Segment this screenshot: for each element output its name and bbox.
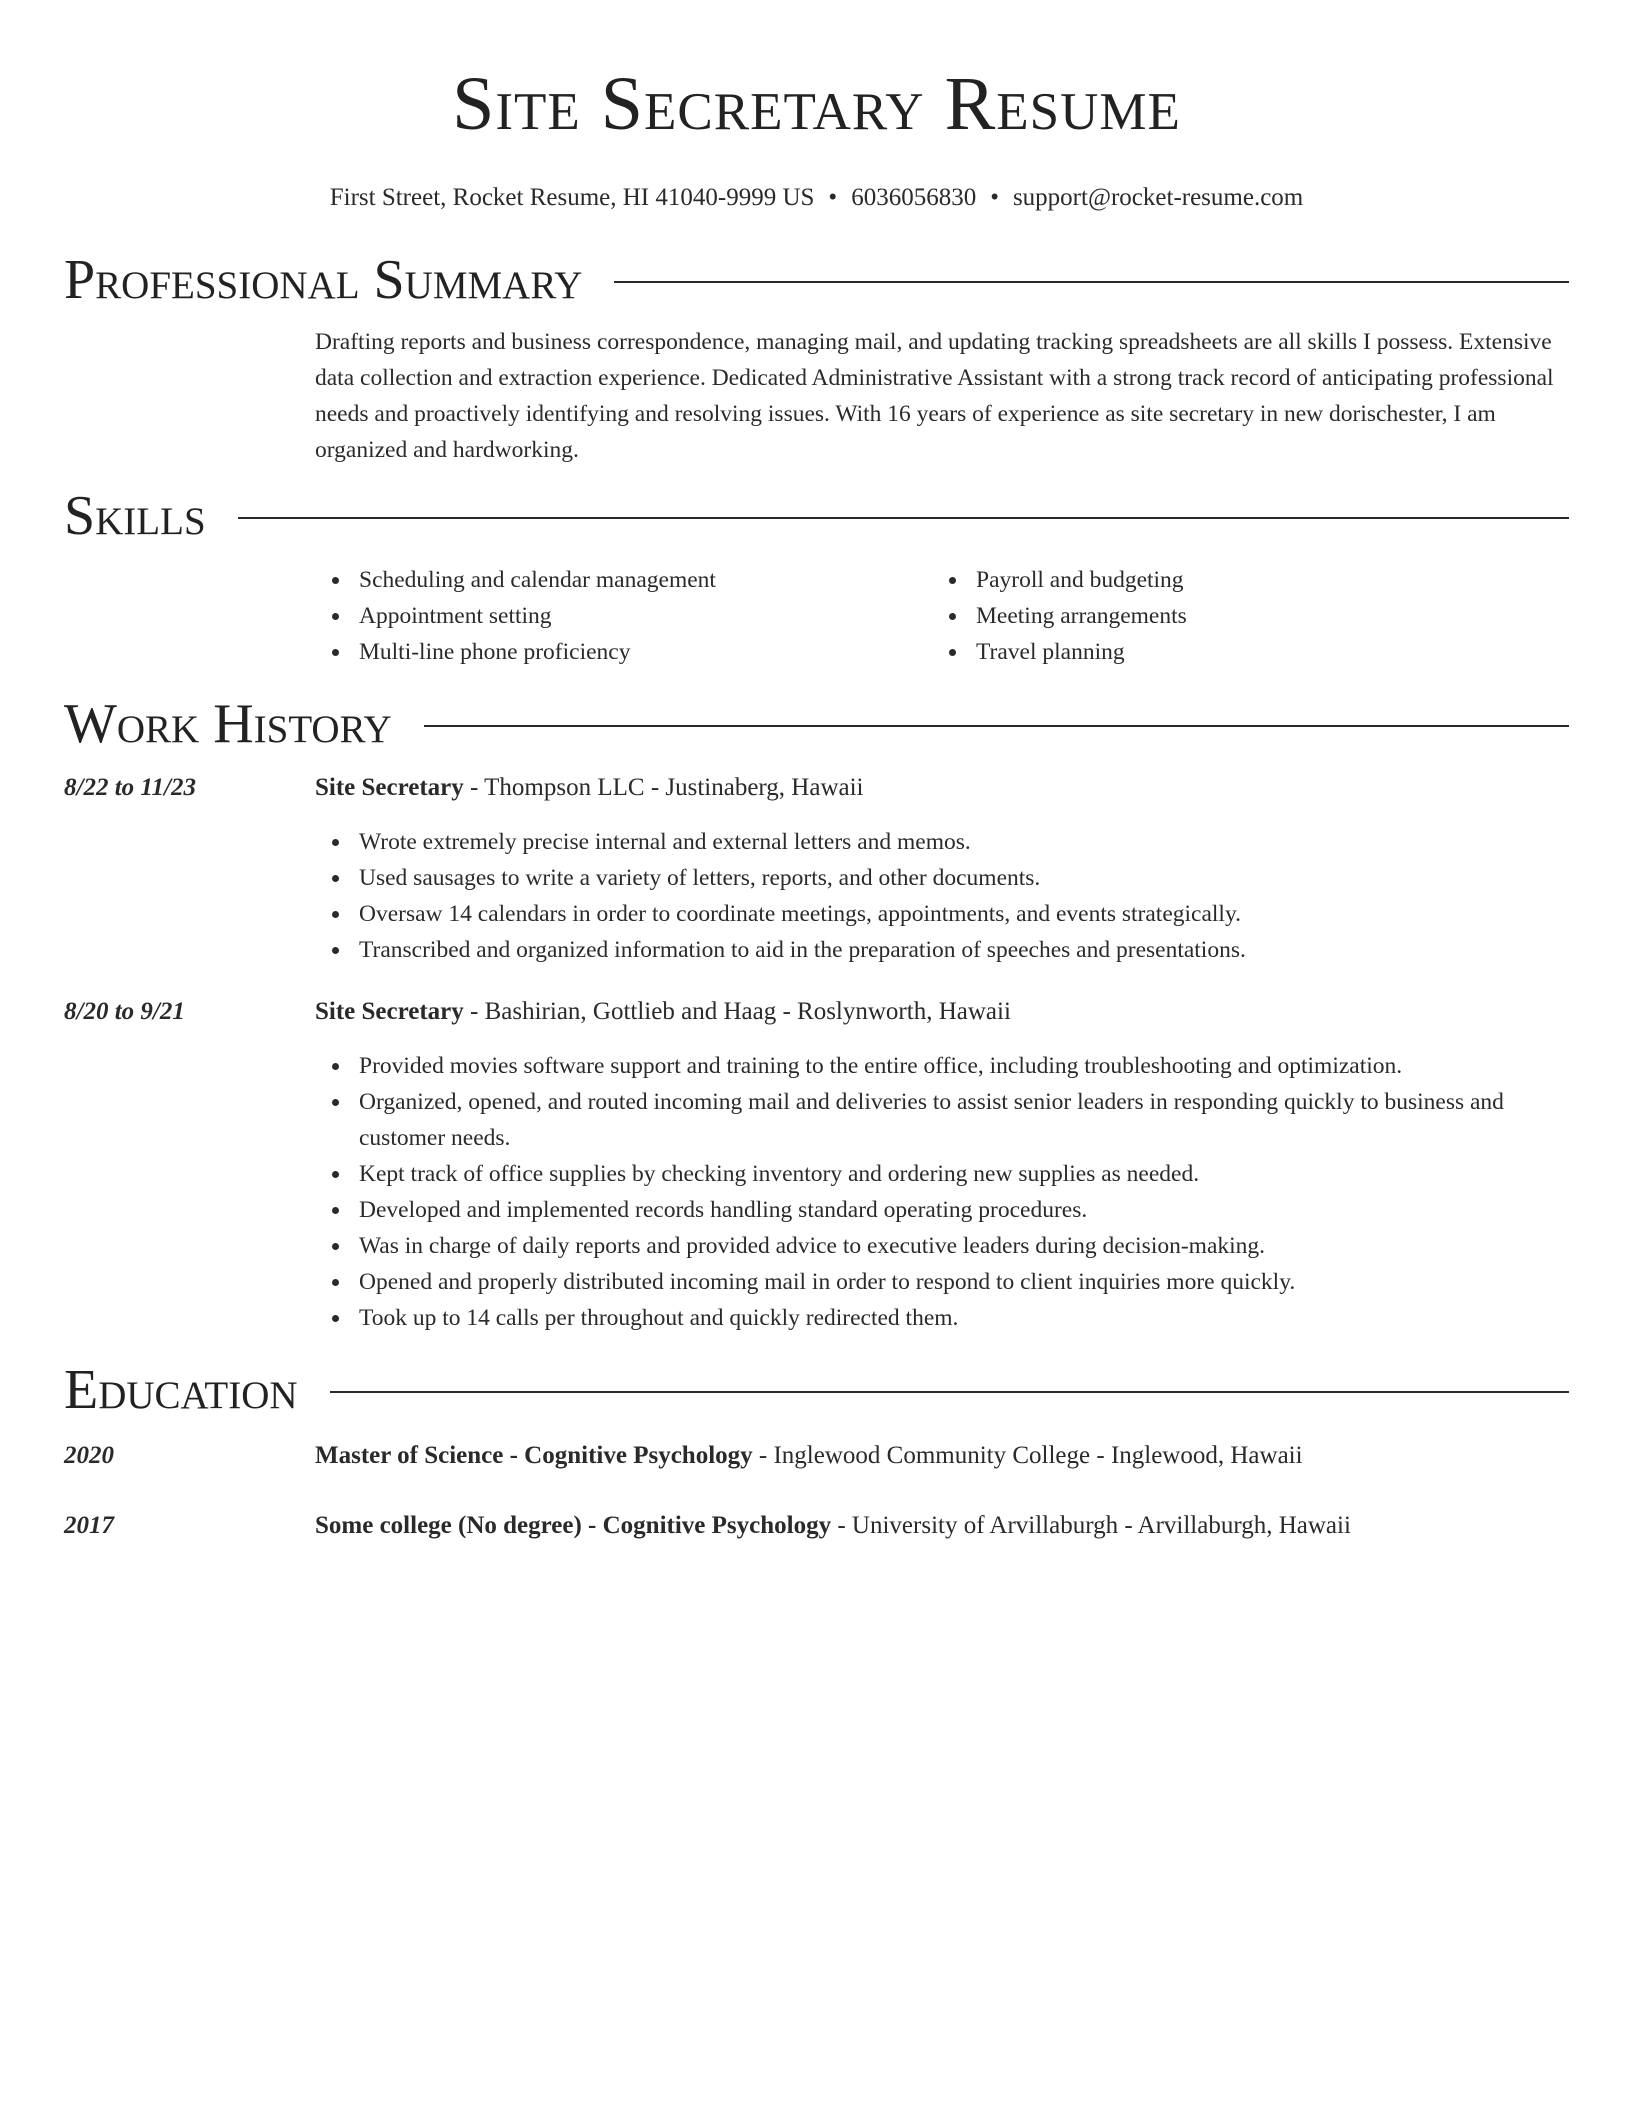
contact-line (64, 182, 1569, 214)
contact-separator: • (828, 184, 838, 211)
job-bullet: Oversaw 14 calendars in order to coordinate meetings, appointments, and events strategically. (359, 896, 1569, 932)
job-entry (64, 994, 1569, 1336)
job-dates: 8/22 to 11/23 (64, 774, 196, 801)
job-bullet: Transcribed and organized information to aid in the preparation of speeches and presentations. (359, 932, 1569, 968)
contact-phone: 6036056830 (851, 184, 977, 211)
education-line (315, 1508, 1569, 1544)
education-year: 2020 (64, 1442, 114, 1469)
job-bullet: Opened and properly distributed incoming mail in order to respond to client inquiries more quickly. (359, 1264, 1569, 1300)
education-details: - Inglewood Community College - Inglewood, Hawaii (752, 1442, 1303, 1469)
education-entry (64, 1438, 1569, 1474)
summary-heading: Professional Summary (64, 249, 583, 311)
education-degree: Some college (No degree) - Cognitive Psychology (315, 1512, 832, 1539)
job-role: Site Secretary (315, 774, 464, 801)
education-details: - University of Arvillaburgh - Arvillaburgh, Hawaii (831, 1512, 1351, 1539)
summary-section-header (64, 248, 1569, 312)
job-bullet: Took up to 14 calls per throughout and quickly redirected them. (359, 1300, 1569, 1336)
job-title-line (315, 770, 1569, 806)
job-bullet: Developed and implemented records handling standard operating procedures. (359, 1192, 1569, 1228)
skill-item: Scheduling and calendar management (359, 562, 932, 598)
work-heading: Work History (64, 693, 392, 755)
skill-item: Multi-line phone proficiency (359, 634, 932, 670)
education-year: 2017 (64, 1512, 114, 1539)
job-bullet: Used sausages to write a variety of letters, reports, and other documents. (359, 860, 1569, 896)
education-degree: Master of Science - Cognitive Psychology (315, 1442, 753, 1469)
contact-separator: • (990, 184, 999, 211)
job-title-line (315, 994, 1569, 1030)
contact-email: support@rocket-resume.com (1012, 184, 1304, 211)
skill-item: Meeting arrangements (976, 598, 1549, 634)
skills-heading: Skills (64, 485, 206, 547)
education-section-header (64, 1358, 1569, 1422)
job-bullet: Provided movies software support and training to the entire office, including troubleshooting and optimization. (359, 1048, 1569, 1084)
skills-list (315, 562, 1569, 670)
section-divider (614, 281, 1569, 283)
job-entry (64, 770, 1569, 968)
job-details: - Bashirian, Gottlieb and Haag - Roslynworth, Hawaii (463, 998, 1011, 1025)
education-line (315, 1438, 1569, 1474)
summary-body (315, 324, 1569, 468)
summary-text: Drafting reports and business correspondence, managing mail, and updating tracking spreadsheets are all skills I possess. Extensive data collection and extraction experience. Dedicated Administrative Assistant with a strong track record of anticipating professional needs and proactively identifying and resolving issues. With 16 years of experience as site secretary in new dorischester, I am organized and hardworking. (315, 329, 1554, 463)
skills-section-header (64, 484, 1569, 548)
job-details: - Thompson LLC - Justinaberg, Hawaii (463, 774, 864, 801)
skill-item: Travel planning (976, 634, 1549, 670)
job-role: Site Secretary (315, 998, 464, 1025)
resume-title: Site Secretary Resume (452, 62, 1181, 146)
section-divider (424, 725, 1569, 727)
job-bullet: Was in charge of daily reports and provided advice to executive leaders during decision-making. (359, 1228, 1569, 1264)
skill-item: Payroll and budgeting (976, 562, 1549, 598)
job-bullet: Organized, opened, and routed incoming mail and deliveries to assist senior leaders in responding quickly to business and customer needs. (359, 1084, 1569, 1156)
education-heading: Education (64, 1359, 298, 1421)
skill-item: Appointment setting (359, 598, 932, 634)
job-bullet: Wrote extremely precise internal and external letters and memos. (359, 824, 1569, 860)
skills-column-right (932, 562, 1549, 670)
education-entry (64, 1508, 1569, 1544)
resume-page (64, 0, 1569, 1544)
section-divider (238, 517, 1569, 519)
work-section-header (64, 692, 1569, 756)
contact-address: First Street, Rocket Resume, HI 41040-9999 US (329, 184, 815, 211)
skills-column-left (315, 562, 932, 670)
job-dates: 8/20 to 9/21 (64, 998, 185, 1025)
job-bullet: Kept track of office supplies by checking inventory and ordering new supplies as needed. (359, 1156, 1569, 1192)
section-divider (330, 1391, 1569, 1393)
